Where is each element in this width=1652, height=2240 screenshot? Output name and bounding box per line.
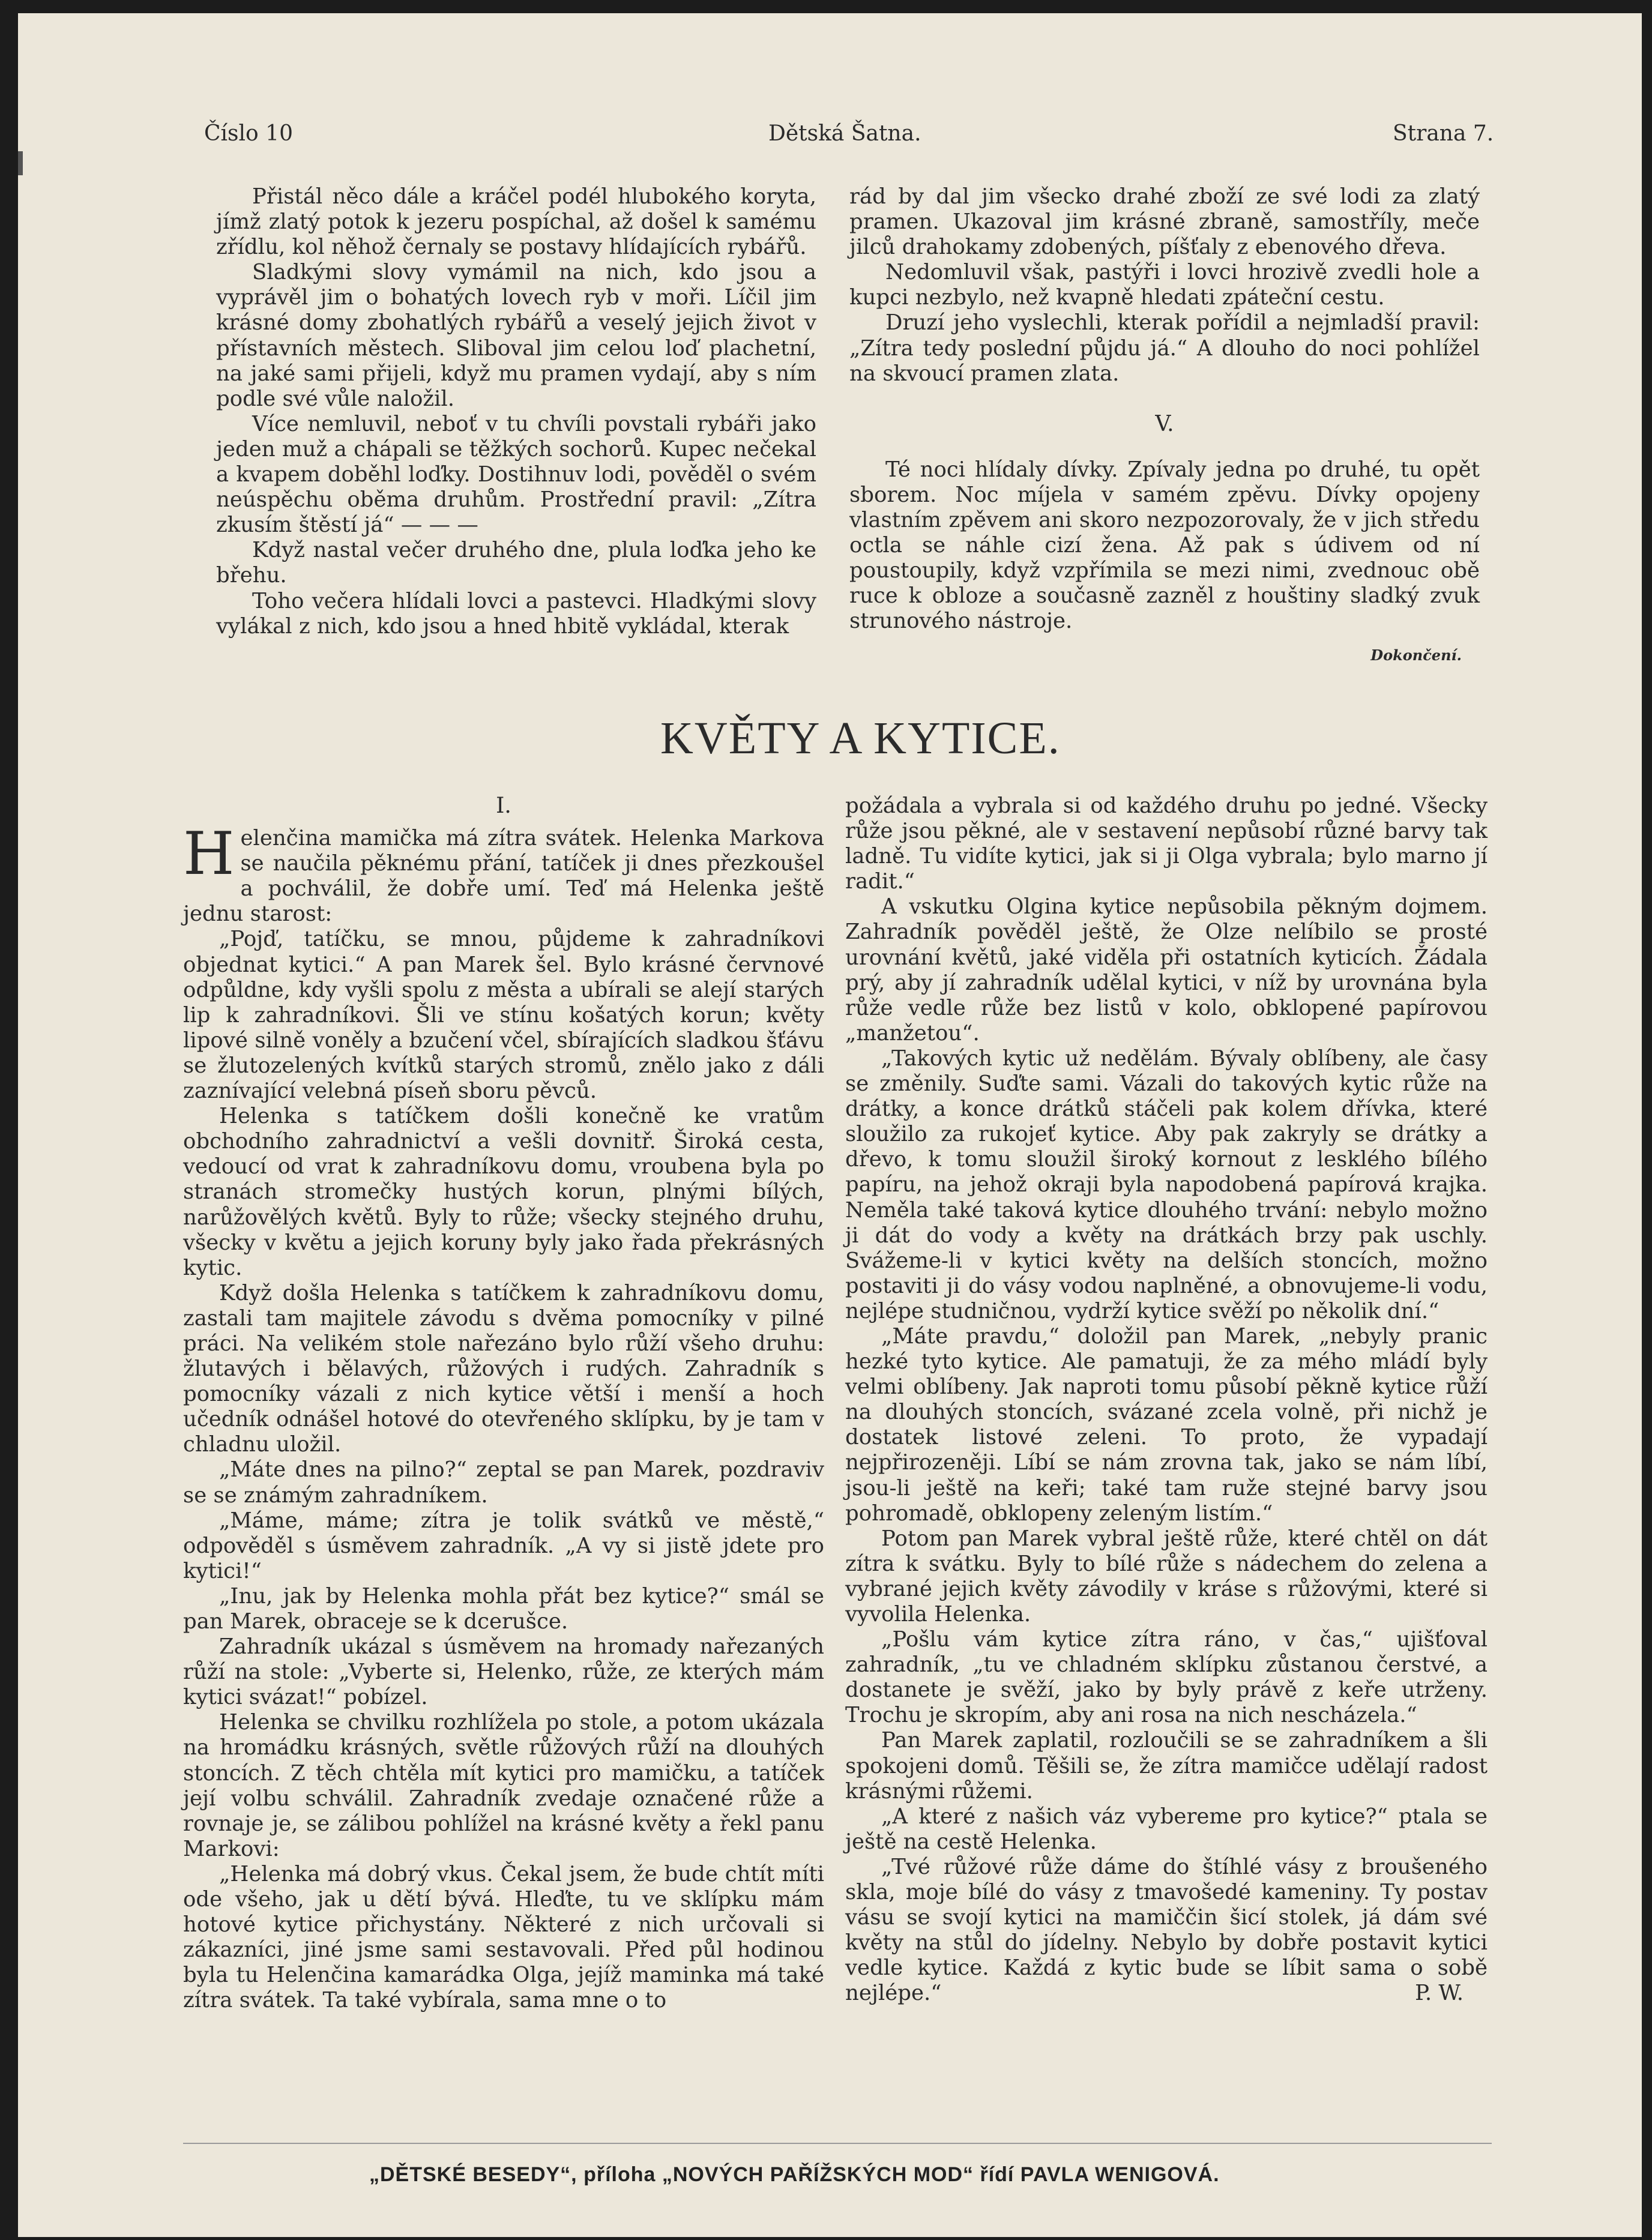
footer-credit: „DĚTSKÉ BESEDY“, příloha „NOVÝCH PAŘÍŽSKÝCH MOD“ řídí PAVLA WENIGOVÁ. — [369, 2163, 1220, 2186]
paragraph-last — [845, 1855, 1488, 2007]
paragraph: požádala a vybrala si od každého druhu po jedné. Všecky růže jsou pěkné, ale v sestavení nepůsobí různé barvy tak ladně. Tu vidíte kytici, jak si ji Olga vybrala; bylo marno jí radit.“ — [845, 793, 1488, 894]
margin-mark — [18, 151, 23, 175]
author-signature: P. W. — [1415, 1981, 1464, 2006]
section-heading: I. — [496, 793, 511, 818]
paragraph: „Máme, máme; zítra je tolik svátků ve městě,“ odpověděl s úsměvem zahradník. „A vy si jistě jdete pro kytici!“ — [183, 1508, 824, 1583]
paragraph: Helenka s tatíčkem došli konečně ke vratům obchodního zahradnictví a vešli dovnitř. Široká cesta, vedoucí od vrat k zahradníkovu domu, vroubena byla po stranách stromečky hustých korun, plnými bílých, narůžovělých květů. Byly to růže; všecky stejného druhu, všecky v květu a jejich koruny byly jako řada překrásných kytic. — [183, 1104, 824, 1280]
drop-cap: H — [183, 820, 235, 889]
paragraph: „Pojď, tatíčku, se mnou, půjdeme k zahradníkovi objednat kytici.“ A pan Marek šel. Bylo krásné červnové odpůldne, kdy vyšli spolu z města a ubírali se alejí starých lip k zahradníkovi. Šli ve stínu košatých korun; květy lipové silně voněly a bzučení včel, sbírajících sladkou šťávu se žlutozelených kvítků starých stromů, znělo jako z dáli zaznívající velebná píseň sboru pěvců. — [183, 927, 824, 1104]
paragraph: „Helenka má dobrý vkus. Čekal jsem, že bude chtít míti ode všeho, jak u dětí bývá. Hleďte, tu ve sklípku mám hotové kytice přichystány. Některé z nich určovali si zákazníci, jiné jsme sami sestavovali. Před půl hodinou byla tu Helenčina kamarádka Olga, jejíž maminka má také zítra svátek. Ta také vybírala, sama mne o to — [183, 1861, 824, 2013]
continuation-note: Dokončení. — [1370, 646, 1462, 664]
paragraph: „Pošlu vám kytice zítra ráno, v čas,“ ujišťoval zahradník, „tu ve chladném sklípku zůstanou čerstvé, a dostanete je svěží, jako by byly právě z keře utrženy. Trochu je skropím, aby ani rosa na nich nescházela.“ — [845, 1627, 1488, 1728]
paragraph: „Inu, jak by Helenka mohla přát bez kytice?“ smál se pan Marek, obraceje se k dcerušce. — [183, 1583, 824, 1634]
paragraph: Přistál něco dále a kráčel podél hlubokého koryta, jímž zlatý potok k jezeru pospíchal, až došel k samému zřídlu, kol něhož černaly se postavy hlídajících rybářů. — [216, 184, 816, 260]
paragraph: A vskutku Olgina kytice nepůsobila pěkným dojmem. Zahradník pověděl ještě, že Olze nelíbilo se prosté urovnání květů, jaké viděla při ostatních kyticích. Žádala prý, aby jí zahradník udělal kytici, v níž by urovnána byla růže vedle růže bez listů v kolo, obklopené papírovou „manžetou“. — [845, 894, 1488, 1046]
paragraph: Helenka se chvilku rozhlížela po stole, a potom ukázala na hromádku krásných, světle růžových růží na dlouhých stoncích. Z těch chtěla mít kytici pro mamičku, a tatíček její volbu schválil. Zahradník zvedaje označené růže a rovnaje je, se zálibou pohlížel na krásné květy a řekl panu Markovi: — [183, 1710, 824, 1861]
story1-column-1 — [216, 184, 816, 639]
footer-rule — [183, 2143, 1492, 2144]
issue-number: Číslo 10 — [204, 121, 293, 146]
paragraph: Potom pan Marek vybral ještě růže, které chtěl on dát zítra k svátku. Byly to bílé růže s nádechem do zelena a vybrané jejich květy závodily v kráse s růžovými, které si vyvolila Helenka. — [845, 1526, 1488, 1627]
paragraph: „Máte pravdu,“ doložil pan Marek, „nebyly pranic hezké tyto kytice. Ale pamatuji, že za mého mládí byly velmi oblíbeny. Jak naproti tomu působí pěkně kytice růží na dlouhých stoncích, svázané zcela volně, při nichž je dostatek listové zeleni. To proto, že vypadají nejpřirozeněji. Líbí se nám zrovna tak, jako se nám líbí, jsou-li ještě na keři; také tam ruže stejné barvy jsou pohromadě, obklopeny zeleným listím.“ — [845, 1323, 1488, 1526]
paragraph: Nedomluvil však, pastýři i lovci hrozivě zvedli hole a kupci nezbylo, než kvapně hledati zpáteční cestu. — [849, 260, 1480, 310]
last-paragraph-text: „Tvé růžové růže dáme do štíhlé vásy z broušeného skla, moje bílé do vásy z tmavošedé kameniny. Ty postav vásu se svojí kytici na mamiččin šicí stolek, já dám své květy na stůl do jídelny. Nebylo by dobře postavit kytici vedle kytice. Každá z kytic bude se líbit sama o sobě nejlépe.“ — [845, 1854, 1488, 2006]
paragraph: „Takových kytic už nedělám. Bývaly oblíbeny, ale časy se změnily. Suďte sami. Vázali do takových kytic růže na drátky, a konce drátků stáčeli pak kolem dřívka, které sloužilo za rukojeť kytice. Aby pak zakryly se drátky a dřevo, k tomu sloužil široký kornout z lesklého bílého papíru, na jehož okraji byla napodobená papírová krajka. Neměla také taková kytice dlouhého trvání: nebylo možno ji dát do vody a květy na drátkách brzy pak uschly. Svážeme-li v kytici květy na delších stoncích, možno postaviti ji do vásy vodou naplněné, a obnovujeme-li vodu, nejlépe studničnou, vydrží kytice svěží po několik dní.“ — [845, 1046, 1488, 1323]
section-heading: V. — [1155, 411, 1174, 436]
paragraph: Druzí jeho vyslechli, kterak pořídil a nejmladší pravil: „Zítra tedy poslední půjdu já.“ A dlouho do noci pohlížel na skvoucí pramen zlata. — [849, 310, 1480, 386]
paragraph: „Máte dnes na pilno?“ zeptal se pan Marek, pozdraviv se se známým zahradníkem. — [183, 1457, 824, 1508]
paragraph: „A které z našich váz vybereme pro kytice?“ ptala se ještě na cestě Helenka. — [845, 1804, 1488, 1854]
story2-column-2 — [845, 793, 1488, 2007]
page-number: Strana 7. — [1393, 121, 1494, 146]
first-paragraph-text: elenčina mamička má zítra svátek. Helenka Markova se naučila pěknému přání, tatíček ji dnes přezkoušel a pochválil, že dobře umí. Teď má Helenka ještě jednu starost: — [183, 826, 824, 927]
paragraph: Sladkými slovy vymámil na nich, kdo jsou a vyprávěl jim o bohatých lovech ryb v moři. Líčil jim krásné domy zbohatlých rybářů a veselý jejich život v přístavních městech. Sliboval jim celou loď plachetní, na jaké sami přijeli, když mu pramen vydají, aby s ním podle své vůle naložil. — [216, 260, 816, 411]
story1-column-2 — [849, 184, 1480, 668]
article-title: KVĚTY A KYTICE. — [660, 713, 1061, 763]
story2-column-1 — [183, 793, 824, 2014]
paragraph: Když došla Helenka s tatíčkem k zahradníkovu domu, zastali tam majitele závodu s dvěma pomocníky v pilné práci. Na velikém stole nařezáno bylo růží všeho druhu: žlutavých i bělavých, růžových i rudých. Zahradník s pomocníky vázali z nich kytice větší i menší a hoch učedník odnášel hotové do otevřeného sklípku, by je tam v chladnu uložil. — [183, 1280, 824, 1457]
paragraph: Pan Marek zaplatil, rozloučili se se zahradníkem a šli spokojeni domů. Těšili se, že zítra mamičce udělají radost krásnými růžemi. — [845, 1728, 1488, 1804]
paragraph-first — [183, 820, 824, 927]
paragraph: Té noci hlídaly dívky. Zpívaly jedna po druhé, tu opět sborem. Noc míjela v samém zpěvu. Dívky opojeny vlastním zpěvem ani skoro nezpozorovaly, že v jich středu octla se náhle cizí žena. Až pak s údivem od ní poustoupily, když vzpřímila se mezi nimi, zvednouc obě ruce k obloze a současně zazněl z houštiny sladký zvuk strunového nástroje. — [849, 457, 1480, 634]
paragraph: Zahradník ukázal s úsměvem na hromady nařezaných růží na stole: „Vyberte si, Helenko, růže, ze kterých mám kytici svázat!“ pobízel. — [183, 1634, 824, 1710]
publication-name: Dětská Šatna. — [768, 121, 921, 146]
paragraph: Když nastal večer druhého dne, plula loďka jeho ke břehu. — [216, 538, 816, 588]
paragraph: Toho večera hlídali lovci a pastevci. Hladkými slovy vylákal z nich, kdo jsou a hned hbitě vykládal, kterak — [216, 588, 816, 639]
paragraph: Více nemluvil, neboť v tu chvíli povstali rybáři jako jeden muž a chápali se těžkých sochorů. Kupec nečekal a kvapem doběhl loďky. Dostihnuv lodi, pověděl o svém neúspěchu oběma druhům. Prostřední pravil: „Zítra zkusím štěstí já“ — — — — [216, 411, 816, 538]
newspaper-page — [18, 13, 1642, 2237]
paragraph: rád by dal jim všecko drahé zboží ze své lodi za zlatý pramen. Ukazoval jim krásné zbraně, samostříly, meče jilců drahokamy zdobených, píšťaly z ebenového dřeva. — [849, 184, 1480, 260]
